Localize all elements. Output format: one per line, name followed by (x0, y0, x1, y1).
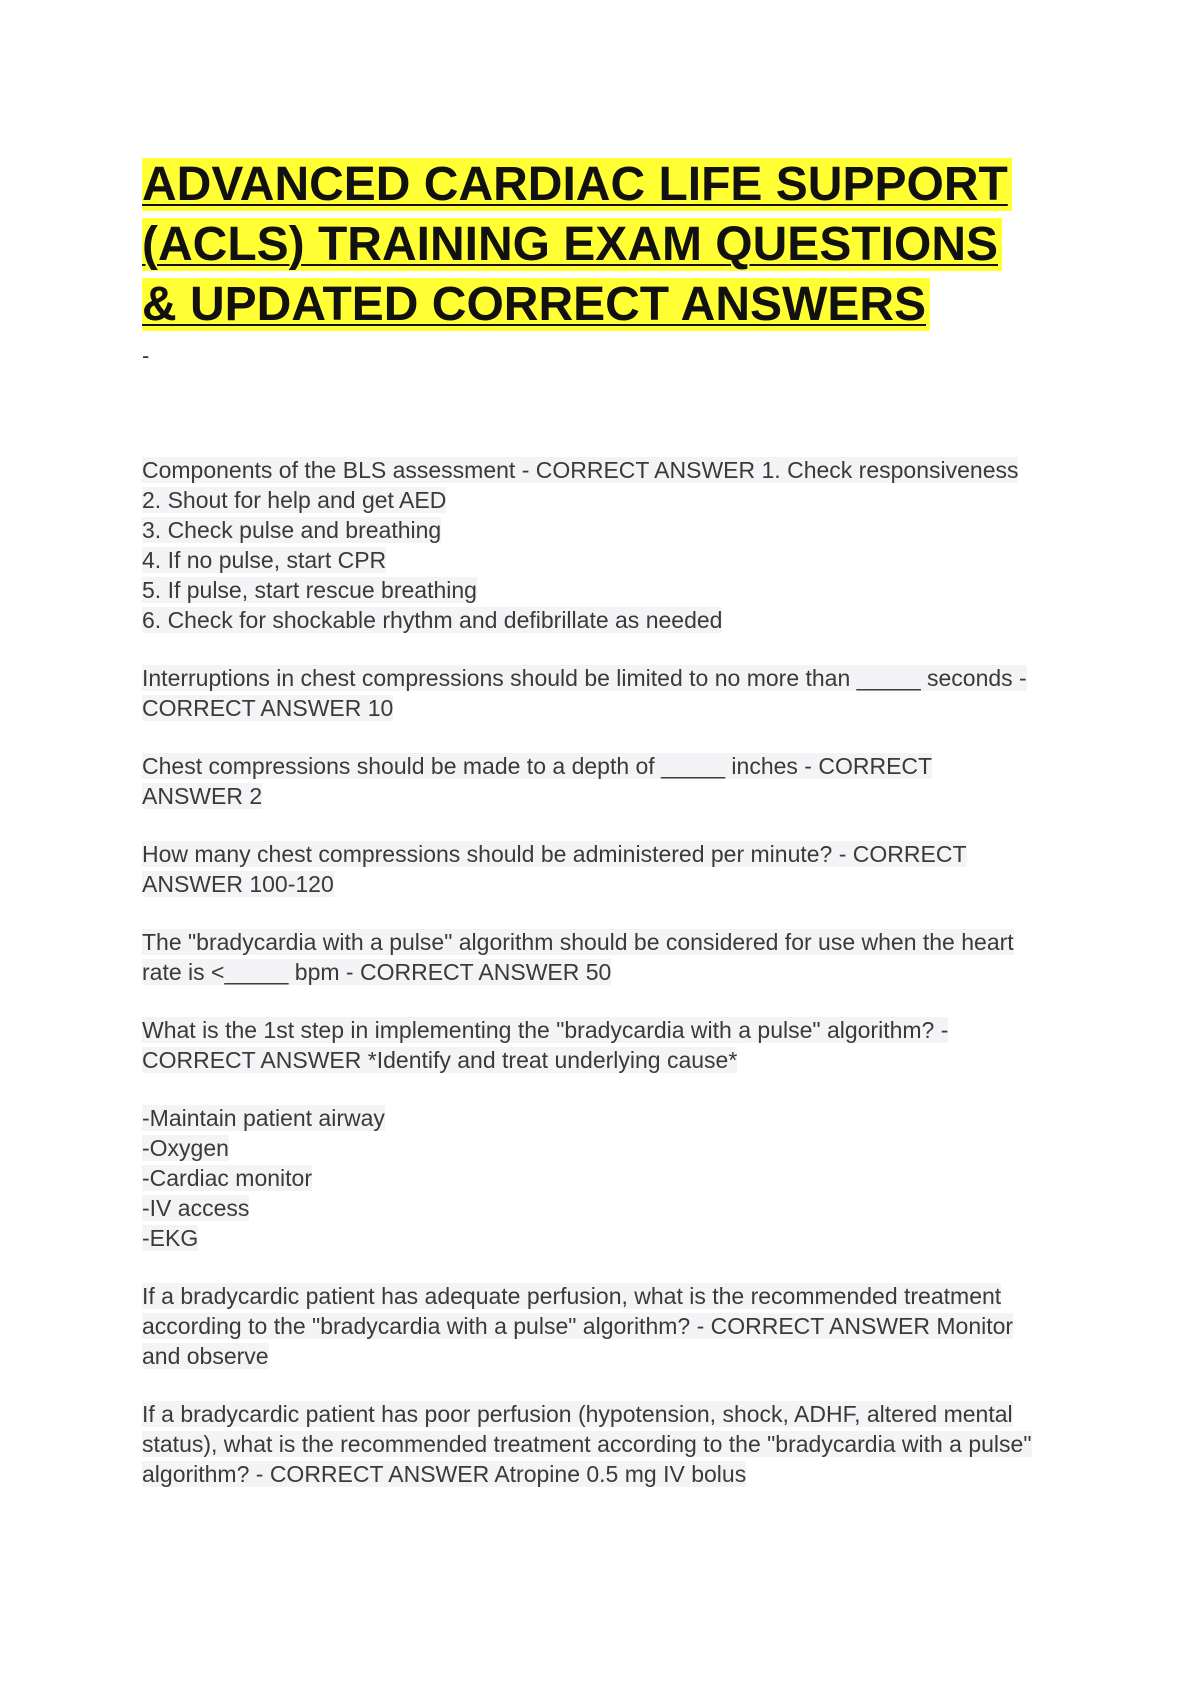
qa-item-compression-rate (142, 839, 1062, 899)
qa-line: ANSWER 2 (142, 783, 263, 809)
qa-line: rate is <_____ bpm - CORRECT ANSWER 50 (142, 959, 612, 985)
qa-line: status), what is the recommended treatment according to the "bradycardia with a pulse" (142, 1431, 1032, 1457)
qa-item-bls-assessment (142, 455, 1062, 635)
title-line-2: (ACLS) TRAINING EXAM QUESTIONS (142, 215, 1042, 275)
list-item: -IV access (142, 1195, 250, 1221)
qa-line: If a bradycardic patient has poor perfusion (hypotension, shock, ADHF, altered mental (142, 1401, 1013, 1427)
qa-line: according to the "bradycardia with a pulse" algorithm? - CORRECT ANSWER Monitor (142, 1313, 1014, 1339)
qa-line: 5. If pulse, start rescue breathing (142, 577, 477, 603)
qa-line: 6. Check for shockable rhythm and defibrillate as needed (142, 607, 723, 633)
qa-item-poor-perfusion (142, 1399, 1062, 1489)
title-separator: - (142, 343, 150, 368)
qa-line: algorithm? - CORRECT ANSWER Atropine 0.5 mg IV bolus (142, 1461, 747, 1487)
qa-line: CORRECT ANSWER 10 (142, 695, 394, 721)
qa-line: Interruptions in chest compressions should be limited to no more than _____ seconds - (142, 665, 1027, 691)
qa-line: and observe (142, 1343, 269, 1369)
title-line-1: ADVANCED CARDIAC LIFE SUPPORT (142, 155, 1042, 215)
qa-line: 4. If no pulse, start CPR (142, 547, 387, 573)
qa-line: If a bradycardic patient has adequate perfusion, what is the recommended treatment (142, 1283, 1002, 1309)
qa-item-interruptions (142, 663, 1062, 723)
document-title (142, 155, 1042, 335)
qa-item-adequate-perfusion (142, 1281, 1062, 1371)
qa-line: What is the 1st step in implementing the "bradycardia with a pulse" algorithm? - (142, 1017, 949, 1043)
qa-line: Components of the BLS assessment - CORRECT ANSWER 1. Check responsiveness (142, 457, 1019, 483)
qa-line: CORRECT ANSWER *Identify and treat underlying cause* (142, 1047, 738, 1073)
qa-list (142, 455, 1062, 1517)
qa-item-compression-depth (142, 751, 1062, 811)
list-item: -Cardiac monitor (142, 1165, 312, 1191)
qa-line: 2. Shout for help and get AED (142, 487, 447, 513)
title-line-3: & UPDATED CORRECT ANSWERS (142, 275, 1042, 335)
list-item: -Oxygen (142, 1135, 229, 1161)
qa-item-bradycardia-first-step (142, 1015, 1062, 1075)
qa-line: ANSWER 100-120 (142, 871, 334, 897)
qa-line: Chest compressions should be made to a depth of _____ inches - CORRECT (142, 753, 933, 779)
qa-line: How many chest compressions should be administered per minute? - CORRECT (142, 841, 967, 867)
qa-item-first-step-list (142, 1103, 1062, 1253)
list-item: -Maintain patient airway (142, 1105, 385, 1131)
qa-line: The "bradycardia with a pulse" algorithm should be considered for use when the heart (142, 929, 1014, 955)
qa-item-bradycardia-threshold (142, 927, 1062, 987)
qa-line: 3. Check pulse and breathing (142, 517, 442, 543)
list-item: -EKG (142, 1225, 199, 1251)
